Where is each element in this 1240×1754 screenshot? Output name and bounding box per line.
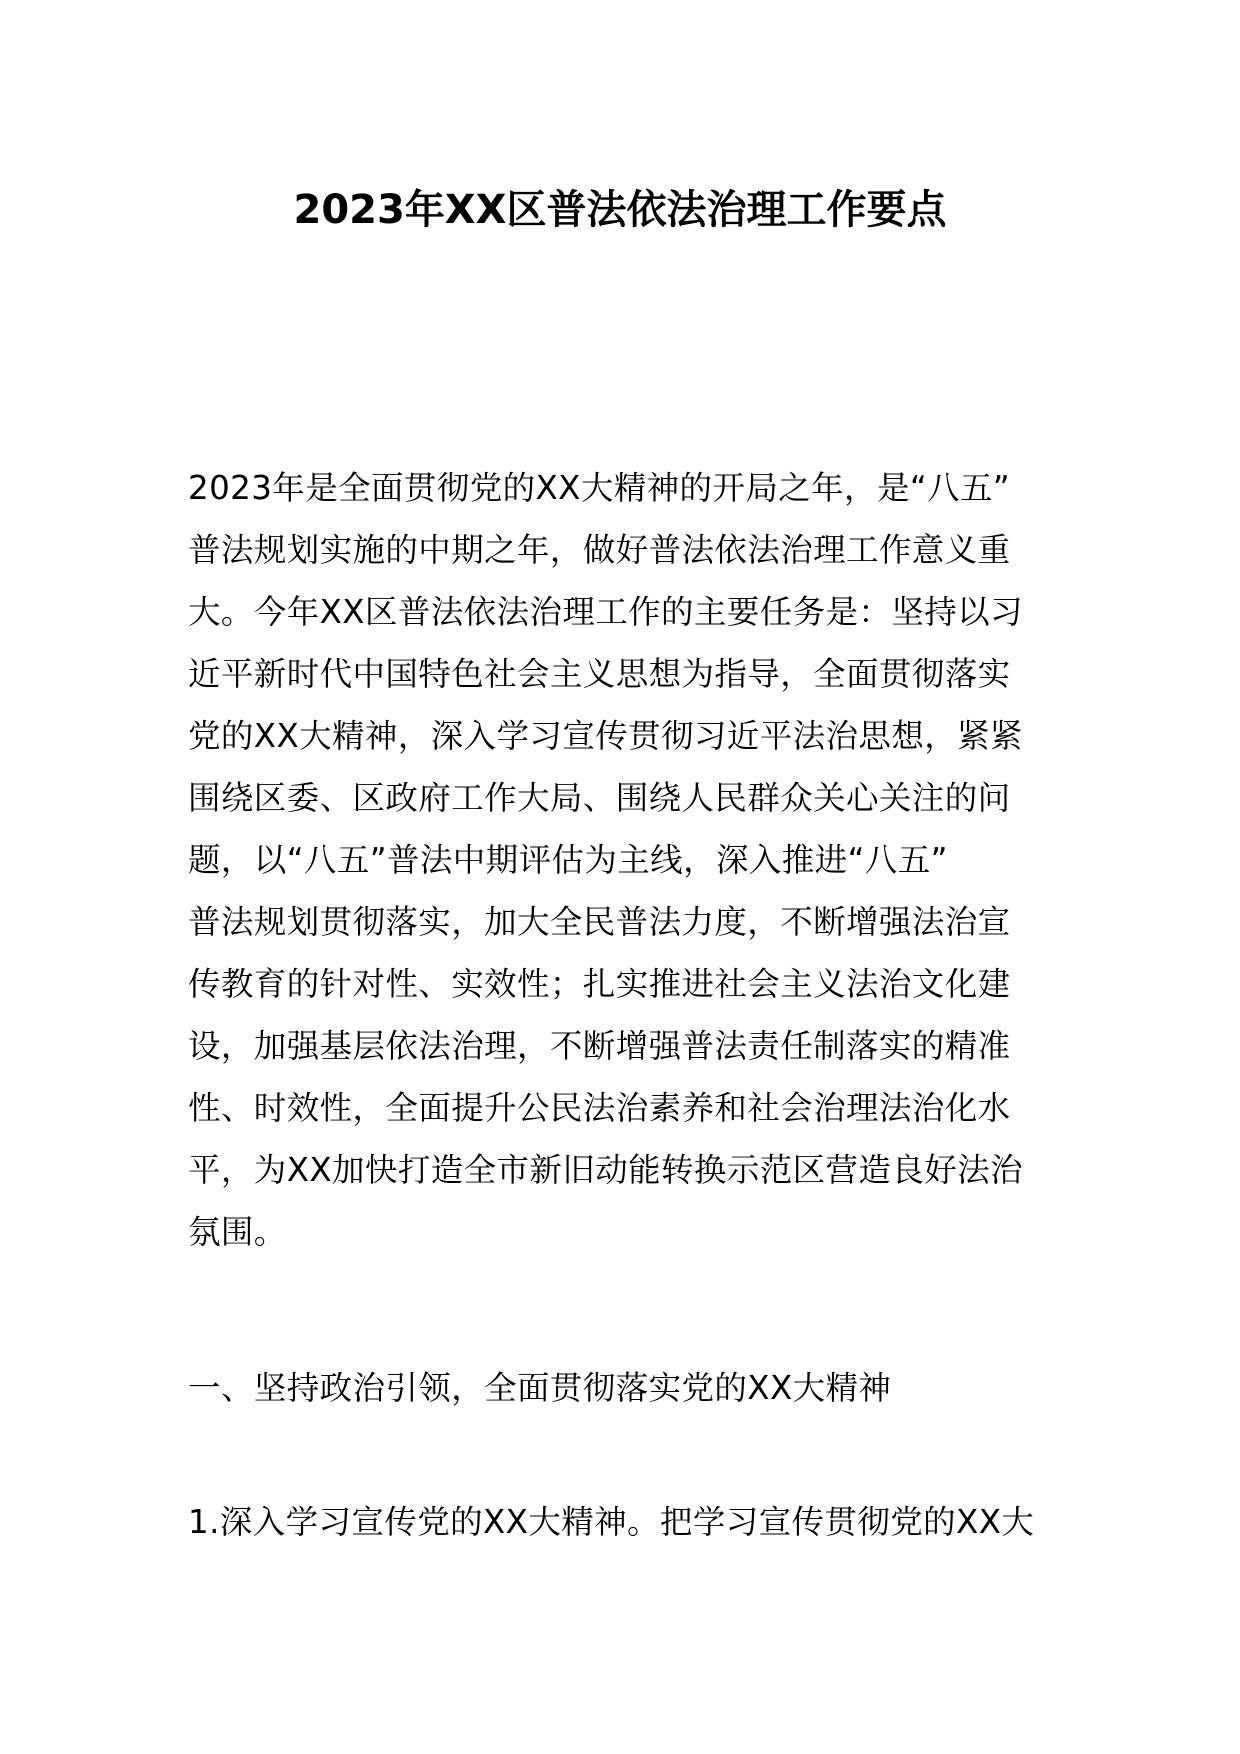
paragraph-line: 普法规划实施的中期之年，做好普法依法治理工作意义重 — [188, 531, 1011, 569]
paragraph-line: 题，以“八五”普法中期评估为主线，深入推进“八五” — [188, 841, 948, 879]
section-item-text: 1.深入学习宣传党的XX大精神。把学习宣传贯彻党的XX大 — [188, 1503, 1035, 1541]
paragraph-line: 传教育的针对性、实效性；扎实推进社会主义法治文化建 — [188, 965, 1011, 1003]
section-item — [188, 1491, 1054, 1553]
paragraph-line: 平，为XX加快打造全市新旧动能转换示范区营造良好法治 — [188, 1151, 1023, 1189]
paragraph-line: 设，加强基层依法治理，不断增强普法责任制落实的精准 — [188, 1027, 1011, 1065]
section-heading-text: 一、坚持政治引领，全面贯彻落实党的XX大精神 — [188, 1369, 892, 1407]
section-heading — [188, 1357, 1054, 1419]
paragraph-line: 2023年是全面贯彻党的XX大精神的开局之年，是“八五” — [188, 469, 1011, 507]
paragraph-line: 近平新时代中国特色社会主义思想为指导，全面贯彻落实 — [188, 655, 1011, 693]
paragraph-line: 氛围。 — [188, 1213, 287, 1251]
document-title: 2023年XX区普法依法治理工作要点 — [293, 187, 947, 233]
paragraph-line: 性、时效性，全面提升公民法治素养和社会治理法治化水 — [188, 1089, 1011, 1127]
paragraph-line: 党的XX大精神，深入学习宣传贯彻习近平法治思想，紧紧 — [188, 717, 1023, 755]
paragraph-line: 大。今年XX区普法依法治理工作的主要任务是：坚持以习 — [188, 593, 1023, 631]
paragraph-line: 普法规划贯彻落实，加大全民普法力度，不断增强法治宣 — [188, 903, 1011, 941]
intro-paragraph — [188, 457, 1054, 1263]
paragraph-line: 围绕区委、区政府工作大局、围绕人民群众关心关注的问 — [188, 779, 1011, 817]
